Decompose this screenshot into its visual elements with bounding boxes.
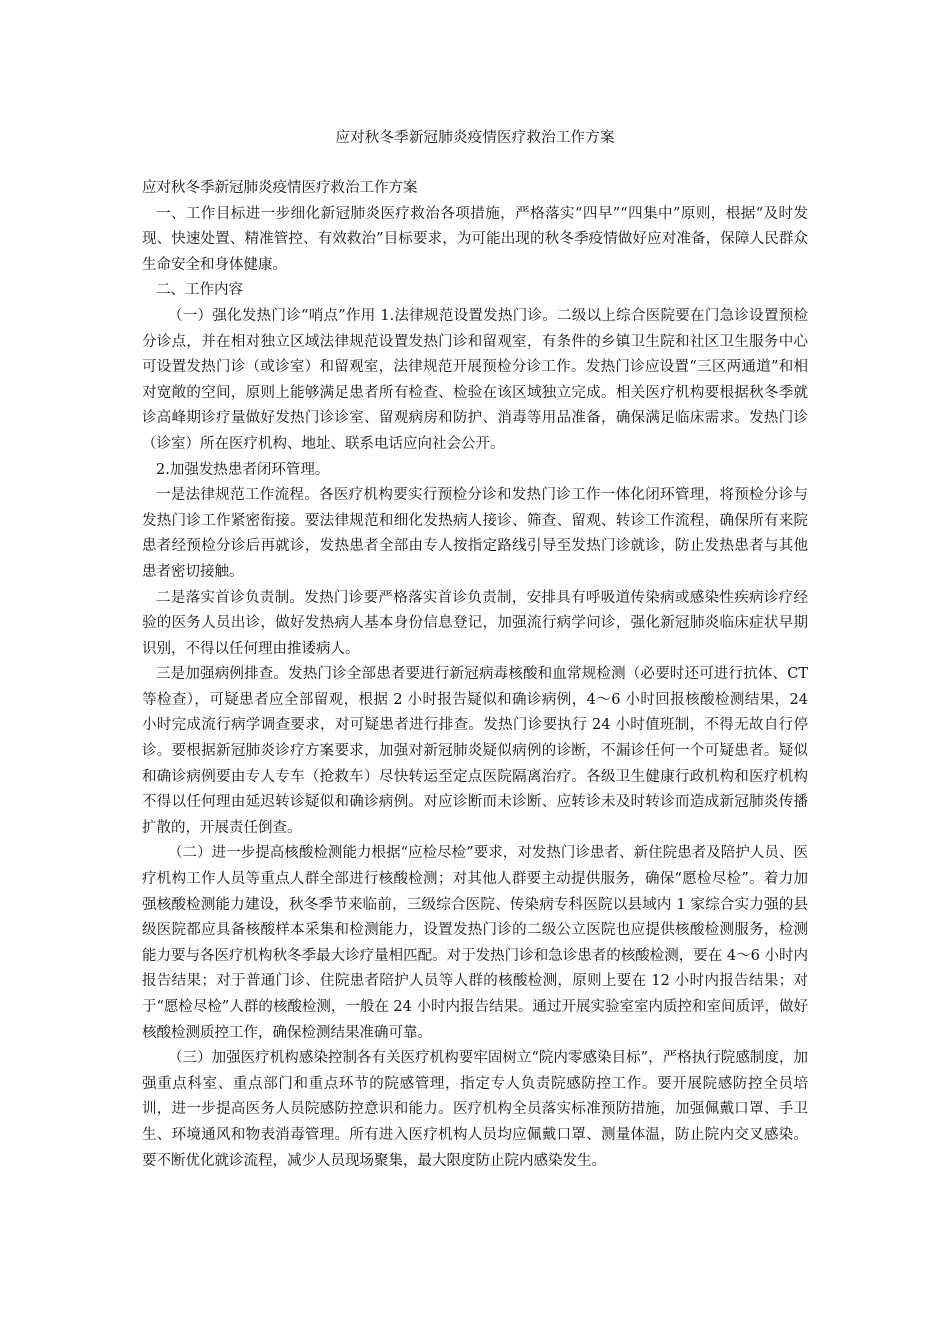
paragraph-first-diagnosis: 二是落实首诊负责制。发热门诊要严格落实首诊负责制，安排具有呼吸道传染病或感染性疾病诊疗经验的医务人员出诊，做好发热病人基本身份信息登记，加强流行病学问诊，强化新冠肺炎临床症状早期识别，不得以任何理由推诿病人。	[142, 589, 808, 657]
paragraph-fever-clinic: （一）强化发热门诊“哨点”作用 1.法律规范设置发热门诊。二级以上综合医院要在门急诊设置预检分诊点，并在相对独立区域法律规范设置发热门诊和留观室，有条件的乡镇卫生院和社区卫生服务中心可设置发热门诊（或诊室）和留观室，法律规范开展预检分诊工作。发热门诊应设置“三区两通道”和相对宽敞的空间，原则上能够满足患者所有检查、检验在该区域独立完成。相关医疗机构要根据秋冬季就诊高峰期诊疗量做好发热门诊诊室、留观病房和防护、消毒等用品准备，确保满足临床需求。发热门诊（诊室）所在医疗机构、地址、联系电话应向社会公开。	[142, 307, 808, 452]
paragraph-closed-loop-heading: 2.加强发热患者闭环管理。	[156, 461, 330, 478]
body-heading: 应对秋冬季新冠肺炎疫情医疗救治工作方案	[142, 180, 418, 196]
document-body	[142, 176, 808, 1174]
paragraph-workflow: 一是法律规范工作流程。各医疗机构要实行预检分诊和发热门诊工作一体化闭环管理，将预检分诊与发热门诊工作紧密衔接。要法律规范和细化发热病人接诊、筛查、留观、转诊工作流程，确保所有来院患者经预检分诊后再就诊，发热患者全部由专人按指定路线引导至发热门诊就诊，防止发热患者与其他患者密切接触。	[142, 487, 808, 580]
paragraph-case-screening: 三是加强病例排查。发热门诊全部患者要进行新冠病毒核酸和血常规检测（必要时还可进行抗体、CT 等检查），可疑患者应全部留观，根据 2 小时报告疑似和确诊病例，4～6 小时回报核酸检测结果，24 小时完成流行病学调查要求，对可疑患者进行排查。发热门诊要执行 24 小时值班制，不得无故自行停诊。要根据新冠肺炎诊疗方案要求，加强对新冠肺炎疑似病例的诊断，不漏诊任何一个可疑患者。疑似和确诊病例要由专人专车（抢救车）尽快转运至定点医院隔离治疗。各级卫生健康行政机构和医疗机构不得以任何理由延迟转诊疑似和确诊病例。对应诊断而未诊断、应转诊未及时转诊而造成新冠肺炎传播扩散的，开展责任倒查。	[142, 666, 808, 836]
paragraph-work-goal: 一、工作目标进一步细化新冠肺炎医疗救治各项措施，严格落实“四早”“四集中”原则，根据“及时发现、快速处置、精准管控、有效救治”目标要求，为可能出现的秋冬季疫情做好应对准备，保障人民群众生命安全和身体健康。	[142, 205, 808, 273]
paragraph-nucleic-acid-testing: （二）进一步提高核酸检测能力根据“应检尽检”要求，对发热门诊患者、新住院患者及陪护人员、医疗机构工作人员等重点人群全部进行核酸检测；对其他人群要主动提供服务，确保“愿检尽检”。着力加强核酸检测能力建设，秋冬季节来临前，三级综合医院、传染病专科医院以县域内 1 家综合实力强的县级医院都应具备核酸样本采集和检测能力，设置发热门诊的二级公立医院也应提供核酸检测服务，检测能力要与各医疗机构秋冬季最大诊疗量相匹配。对于发热门诊和急诊患者的核酸检测，要在 4～6 小时内报告结果；对于普通门诊、住院患者陪护人员等人群的核酸检测，原则上要在 12 小时内报告结果；对于“愿检尽检”人群的核酸检测，一般在 24 小时内报告结果。通过开展实验室室内质控和室间质评，做好核酸检测质控工作，确保检测结果准确可靠。	[142, 845, 808, 1041]
paragraph-infection-control: （三）加强医疗机构感染控制各有关医疗机构要牢固树立“院内零感染目标”，严格执行院感制度，加强重点科室、重点部门和重点环节的院感管理，指定专人负责院感防控工作。要开展院感防控全员培训，进一步提高医务人员院感防控意识和能力。医疗机构全员落实标准预防措施，加强佩戴口罩、手卫生、环境通风和物表消毒管理。所有进入医疗机构人员均应佩戴口罩、测量体温，防止院内交叉感染。要不断优化就诊流程，减少人员现场聚集，最大限度防止院内感染发生。	[142, 1050, 808, 1169]
paragraph-work-content-heading: 二、工作内容	[156, 282, 243, 299]
document-title: 应对秋冬季新冠肺炎疫情医疗救治工作方案	[335, 130, 615, 146]
